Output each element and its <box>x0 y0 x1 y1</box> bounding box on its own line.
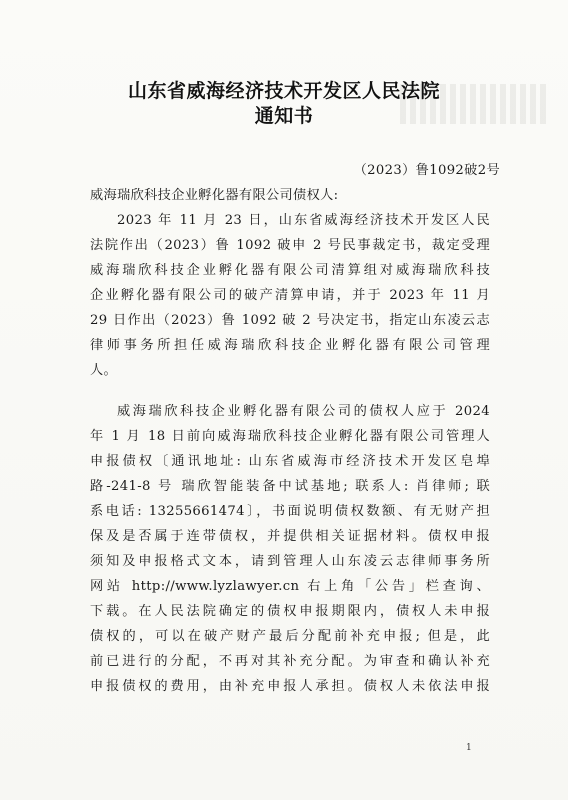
para2-line: 保及是否属于连带债权，并提供相关证据材料。债权申报 <box>90 529 490 544</box>
para2-line: 下载。在人民法院确定的债权申报期限内，债权人未申报 <box>90 604 490 619</box>
para2-line: 网站 http://www.lyzlawyer.cn 右上角「公告」栏查询、 <box>90 579 490 594</box>
para2-line: 系电话: 13255661474〕，书面说明债权数额、有无财产担 <box>90 504 490 519</box>
para2-line: 威海瑞欣科技企业孵化器有限公司的债权人应于 2024 <box>117 404 490 419</box>
para1-line: 律师事务所担任威海瑞欣科技企业孵化器有限公司管理 <box>90 338 490 353</box>
page-number: 1 <box>466 743 472 753</box>
para1-line: 企业孵化器有限公司的破产清算申请，并于 2023 年 11 月 <box>90 288 490 303</box>
notice-title: 通知书 <box>254 105 314 127</box>
para2-line: 申报债权的费用，由补充申报人承担。债权人未依法申报 <box>90 679 490 694</box>
para1-line: 29 日作出（2023）鲁 1092 破 2 号决定书，指定山东凌云志 <box>90 313 490 328</box>
para1-line: 法院作出（2023）鲁 1092 破申 2 号民事裁定书，裁定受理 <box>90 238 490 253</box>
para2-line: 年 1 月 18 日前向威海瑞欣科技企业孵化器有限公司管理人 <box>90 429 490 444</box>
court-title: 山东省威海经济技术开发区人民法院 <box>127 80 440 102</box>
para2-line: 申报债权〔通讯地址: 山东省威海市经济技术开发区皂埠 <box>90 454 490 469</box>
para1-line: 威海瑞欣科技企业孵化器有限公司清算组对威海瑞欣科技 <box>90 263 490 278</box>
para2-line: 前已进行的分配，不再对其补充分配。为审查和确认补充 <box>90 654 490 669</box>
para2-line: 须知及申报格式文本，请到管理人山东凌云志律师事务所 <box>90 554 490 569</box>
para2-line: 债权的，可以在破产财产最后分配前补充申报; 但是，此 <box>90 629 490 644</box>
para2-line: 路-241-8 号 瑞欣智能装备中试基地; 联系人: 肖律师; 联 <box>90 479 490 494</box>
para1-line: 2023 年 11 月 23 日，山东省威海经济技术开发区人民 <box>117 213 490 228</box>
addressee: 威海瑞欣科技企业孵化器有限公司债权人: <box>90 188 339 203</box>
case-number: （2023）鲁1092破2号 <box>353 163 500 178</box>
para1-line: 人。 <box>90 363 118 378</box>
